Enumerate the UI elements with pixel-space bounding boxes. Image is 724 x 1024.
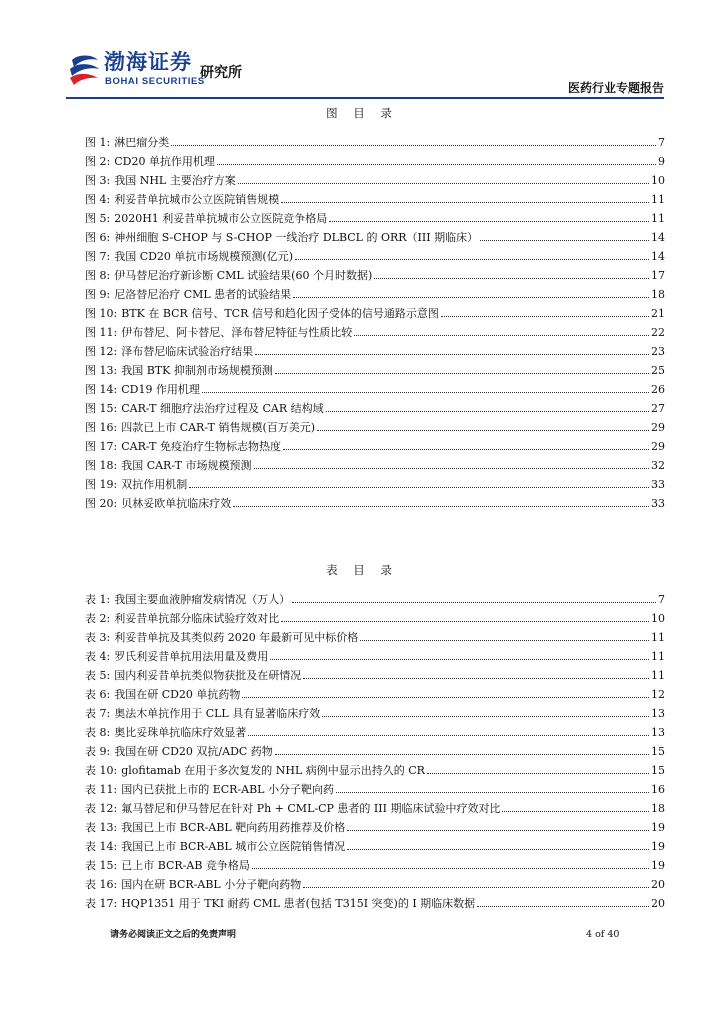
dot-leader: [480, 240, 649, 241]
dot-leader: [255, 354, 649, 355]
entry-title: 我国在研 CD20 单抗药物: [114, 688, 241, 701]
entry-page-number: 19: [651, 821, 665, 834]
entry-label: 图 18:: [85, 459, 118, 472]
toc-entry[interactable]: [85, 301, 665, 320]
dot-leader: [354, 335, 649, 336]
entry-label: 图 5:: [85, 212, 111, 225]
entry-page-number: 20: [651, 878, 665, 891]
dot-leader: [303, 887, 649, 888]
entry-label: 表 16:: [85, 878, 118, 891]
entry-label: 表 8:: [85, 726, 111, 739]
entry-title: 我国主要血液肿瘤发病情况（万人）: [114, 593, 291, 606]
toc-entry[interactable]: [85, 434, 665, 453]
entry-title: 伊布替尼、阿卡替尼、泽布替尼特征与性质比较: [121, 326, 353, 339]
entry-page-number: 27: [651, 402, 665, 415]
entry-label: 图 2:: [85, 155, 111, 168]
dot-leader: [427, 773, 649, 774]
toc-entry[interactable]: [85, 453, 665, 472]
entry-title: 我国 NHL 主要治疗方案: [114, 174, 236, 187]
toc-entry[interactable]: [85, 282, 665, 301]
entry-title: 双抗作用机制: [121, 478, 188, 491]
entry-title: 罗氏利妥昔单抗用法用量及费用: [114, 650, 269, 663]
entry-title: 奥法木单抗作用于 CLL 具有显著临床疗效: [114, 707, 321, 720]
entry-label: 图 8:: [85, 269, 111, 282]
toc-entry[interactable]: [85, 872, 665, 891]
header-divider: [66, 97, 664, 99]
toc-entry[interactable]: [85, 777, 665, 796]
dot-leader: [281, 621, 649, 622]
entry-page-number: 29: [651, 421, 665, 434]
toc-entry[interactable]: [85, 244, 665, 263]
entry-title: 利妥昔单抗及其类似药 2020 年最新可见中标价格: [114, 631, 359, 644]
entry-title: 淋巴瘤分类: [114, 136, 170, 149]
entry-label: 表 9:: [85, 745, 111, 758]
dot-leader: [252, 868, 649, 869]
entry-page-number: 10: [651, 612, 665, 625]
entry-title: 伊马替尼治疗新诊断 CML 试验结果(60 个月时数据): [114, 269, 373, 282]
entry-page-number: 22: [651, 326, 665, 339]
toc-entry[interactable]: [85, 606, 665, 625]
entry-page-number: 13: [651, 707, 665, 720]
entry-page-number: 29: [651, 440, 665, 453]
entry-label: 图 20:: [85, 497, 118, 510]
entry-page-number: 18: [651, 802, 665, 815]
entry-label: 表 2:: [85, 612, 111, 625]
entry-label: 表 11:: [85, 783, 118, 796]
entry-label: 图 7:: [85, 250, 111, 263]
entry-title: CD20 单抗作用机理: [114, 155, 215, 168]
dot-leader: [275, 754, 649, 755]
entry-label: 图 11:: [85, 326, 118, 339]
entry-title: 神州细胞 S-CHOP 与 S-CHOP 一线治疗 DLBCL 的 ORR（III 期临床）: [114, 231, 479, 244]
dot-leader: [270, 659, 649, 660]
entry-title: 国内已获批上市的 ECR-ABL 小分子靶向药: [121, 783, 334, 796]
dot-leader: [242, 697, 649, 698]
dot-leader: [217, 164, 656, 165]
entry-page-number: 25: [651, 364, 665, 377]
entry-label: 表 17:: [85, 897, 118, 910]
toc-entry[interactable]: [85, 644, 665, 663]
entry-title: 氟马替尼和伊马替尼在针对 Ph + CML-CP 患者的 III 期临床试验中疗效对比: [121, 802, 501, 815]
toc-entry[interactable]: [85, 720, 665, 739]
toc-entry[interactable]: [85, 320, 665, 339]
entry-page-number: 15: [651, 764, 665, 777]
dot-leader: [233, 506, 649, 507]
entry-label: 表 5:: [85, 669, 111, 682]
entry-label: 表 1:: [85, 593, 111, 606]
entry-label: 表 15:: [85, 859, 118, 872]
entry-title: 我国 CAR-T 市场规模预测: [121, 459, 252, 472]
entry-page-number: 11: [651, 631, 665, 644]
entry-label: 表 12:: [85, 802, 118, 815]
entry-page-number: 18: [651, 288, 665, 301]
dot-leader: [202, 392, 649, 393]
toc-entry[interactable]: [85, 206, 665, 225]
toc-entry[interactable]: [85, 891, 665, 910]
entry-page-number: 11: [651, 669, 665, 682]
entry-label: 图 15:: [85, 402, 118, 415]
entry-label: 图 6:: [85, 231, 111, 244]
entry-page-number: 11: [651, 212, 665, 225]
dot-leader: [322, 716, 649, 717]
entry-title: 尼洛替尼治疗 CML 患者的试验结果: [114, 288, 292, 301]
toc-entry[interactable]: [85, 758, 665, 777]
entry-page-number: 33: [651, 497, 665, 510]
toc-entry[interactable]: [85, 149, 665, 168]
entry-label: 图 4:: [85, 193, 111, 206]
toc-entry[interactable]: [85, 396, 665, 415]
dot-leader: [336, 792, 649, 793]
dot-leader: [283, 449, 649, 450]
entry-page-number: 12: [651, 688, 665, 701]
toc-entry[interactable]: [85, 587, 665, 606]
entry-label: 表 4:: [85, 650, 111, 663]
entry-title: 国内在研 BCR-ABL 小分子靶向药物: [121, 878, 302, 891]
toc-entry[interactable]: [85, 682, 665, 701]
dot-leader: [293, 297, 649, 298]
entry-label: 图 19:: [85, 478, 118, 491]
entry-page-number: 17: [651, 269, 665, 282]
toc-entry[interactable]: [85, 358, 665, 377]
dot-leader: [477, 906, 649, 907]
toc-entry[interactable]: [85, 225, 665, 244]
toc-entry[interactable]: [85, 815, 665, 834]
entry-page-number: 16: [651, 783, 665, 796]
footer-page-indicator: 4 of 40: [586, 929, 620, 940]
entry-title: BTK 在 BCR 信号、TCR 信号和趋化因子受体的信号通路示意图: [121, 307, 439, 320]
dot-leader: [347, 830, 649, 831]
toc-entry[interactable]: [85, 625, 665, 644]
entry-page-number: 14: [651, 250, 665, 263]
entry-label: 图 13:: [85, 364, 118, 377]
entry-page-number: 11: [651, 650, 665, 663]
entry-page-number: 19: [651, 840, 665, 853]
entry-label: 表 10:: [85, 764, 118, 777]
entry-page-number: 10: [651, 174, 665, 187]
toc-entry[interactable]: [85, 739, 665, 758]
footer-disclaimer: 请务必阅读正文之后的免责声明: [110, 930, 237, 940]
entry-page-number: 7: [658, 593, 665, 606]
entry-title: CAR-T 免疫治疗生物标志物热度: [121, 440, 282, 453]
dot-leader: [292, 602, 656, 603]
dot-leader: [347, 849, 649, 850]
dot-leader: [374, 278, 649, 279]
entry-title: HQP1351 用于 TKI 耐药 CML 患者(包括 T315I 突变)的 I 期临床数据: [121, 897, 476, 910]
report-type-label: 医药行业专题报告: [567, 81, 664, 95]
dot-leader: [238, 183, 649, 184]
entry-page-number: 19: [651, 859, 665, 872]
entry-title: CAR-T 细胞疗法治疗过程及 CAR 结构域: [121, 402, 324, 415]
toc-entry[interactable]: [85, 834, 665, 853]
brand-name-english: BOHAI SECURITIES: [105, 76, 205, 87]
entry-label: 图 1:: [85, 136, 111, 149]
tables-toc-list: [85, 587, 665, 910]
entry-title: 四款已上市 CAR-T 销售规模(百万美元): [121, 421, 316, 434]
entry-title: 国内利妥昔单抗类似物获批及在研情况: [114, 669, 302, 682]
dot-leader: [248, 735, 649, 736]
dot-leader: [281, 202, 649, 203]
entry-title: 我国已上市 BCR-ABL 城市公立医院销售情况: [121, 840, 346, 853]
entry-page-number: 26: [651, 383, 665, 396]
page-header: [0, 0, 724, 100]
dot-leader: [171, 145, 656, 146]
entry-page-number: 32: [651, 459, 665, 472]
toc-entry[interactable]: [85, 339, 665, 358]
entry-label: 表 14:: [85, 840, 118, 853]
toc-entry[interactable]: [85, 472, 665, 491]
dot-leader: [326, 411, 649, 412]
entry-title: 利妥昔单抗城市公立医院销售规模: [114, 193, 280, 206]
dot-leader: [502, 811, 649, 812]
entry-label: 图 3:: [85, 174, 111, 187]
toc-entry[interactable]: [85, 168, 665, 187]
entry-page-number: 11: [651, 193, 665, 206]
entry-page-number: 23: [651, 345, 665, 358]
dot-leader: [295, 259, 649, 260]
dot-leader: [303, 678, 649, 679]
brand-name-chinese: 渤海证券: [104, 50, 192, 74]
dot-leader: [441, 316, 649, 317]
entry-title: 我国 CD20 单抗市场规模预测(亿元): [114, 250, 294, 263]
toc-entry[interactable]: [85, 701, 665, 720]
toc-entry[interactable]: [85, 796, 665, 815]
entry-label: 图 9:: [85, 288, 111, 301]
entry-label: 图 12:: [85, 345, 118, 358]
dot-leader: [254, 468, 650, 469]
dot-leader: [317, 430, 649, 431]
toc-entry[interactable]: [85, 130, 665, 149]
toc-entry[interactable]: [85, 663, 665, 682]
entry-page-number: 15: [651, 745, 665, 758]
toc-entry[interactable]: [85, 263, 665, 282]
toc-entry[interactable]: [85, 187, 665, 206]
figures-toc-list: [85, 130, 665, 510]
entry-title: 利妥昔单抗部分临床试验疗效对比: [114, 612, 280, 625]
entry-page-number: 9: [658, 155, 665, 168]
toc-entry[interactable]: [85, 491, 665, 510]
figures-toc-title: 图 目 录: [326, 106, 398, 120]
entry-title: 我国在研 CD20 双抗/ADC 药物: [114, 745, 273, 758]
entry-label: 图 17:: [85, 440, 118, 453]
entry-label: 表 7:: [85, 707, 111, 720]
entry-label: 图 10:: [85, 307, 118, 320]
entry-page-number: 14: [651, 231, 665, 244]
toc-entry[interactable]: [85, 415, 665, 434]
entry-label: 图 14:: [85, 383, 118, 396]
entry-title: 已上市 BCR-AB 竞争格局: [121, 859, 250, 872]
entry-title: 我国 BTK 抑制剂市场规模预测: [121, 364, 273, 377]
entry-label: 表 3:: [85, 631, 111, 644]
bohai-logo-icon: [66, 52, 102, 90]
toc-entry[interactable]: [85, 377, 665, 396]
entry-title: CD19 作用机理: [121, 383, 200, 396]
dot-leader: [189, 487, 649, 488]
tables-toc-title: 表 目 录: [326, 563, 398, 577]
entry-label: 表 6:: [85, 688, 111, 701]
dot-leader: [275, 373, 649, 374]
entry-label: 表 13:: [85, 821, 118, 834]
toc-entry[interactable]: [85, 853, 665, 872]
entry-title: 贝林妥欧单抗临床疗效: [121, 497, 232, 510]
entry-page-number: 21: [651, 307, 665, 320]
entry-title: glofitamab 在用于多次复发的 NHL 病例中显示出持久的 CR: [121, 764, 425, 777]
dot-leader: [360, 640, 649, 641]
entry-title: 2020H1 利妥昔单抗城市公立医院竞争格局: [114, 212, 328, 225]
entry-title: 我国已上市 BCR-ABL 靶向药用药推荐及价格: [121, 821, 346, 834]
entry-page-number: 7: [658, 136, 665, 149]
entry-page-number: 20: [651, 897, 665, 910]
institute-label: 研究所: [200, 65, 242, 81]
entry-page-number: 13: [651, 726, 665, 739]
entry-label: 图 16:: [85, 421, 118, 434]
entry-title: 泽布替尼临床试验治疗结果: [121, 345, 254, 358]
entry-page-number: 33: [651, 478, 665, 491]
entry-title: 奥比妥珠单抗临床疗效显著: [114, 726, 247, 739]
dot-leader: [329, 221, 649, 222]
